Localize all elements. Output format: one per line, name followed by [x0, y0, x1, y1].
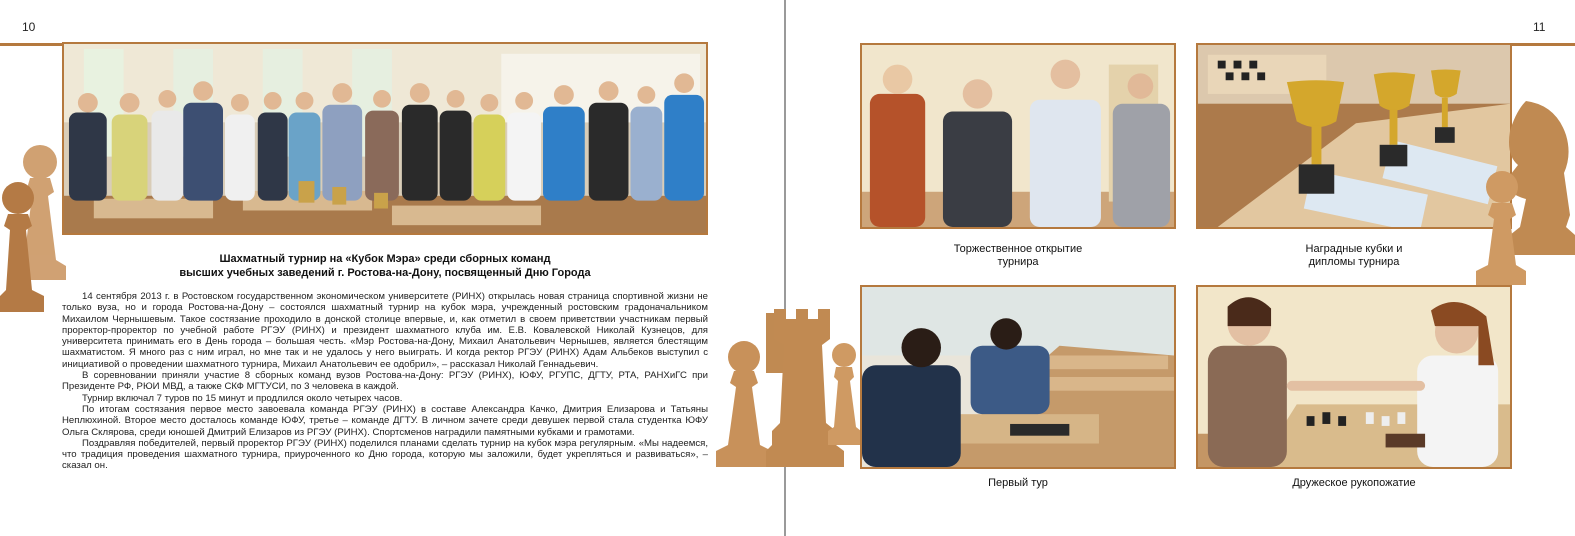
photo-award-cups [1196, 43, 1512, 229]
article-title-line-1: Шахматный турнир на «Кубок Мэра» среди сборных команд [219, 253, 551, 265]
article-paragraph: По итогам состязания первое место завоевала команда РГЭУ (РИНХ) в составе Александра Качко, Дмитрия Елизарова и Татьяны Неплюхиной. Второе место досталось команде ЮФУ, третье – команде ДГТУ. В личном зачете среди девушек первой стала студентка ЮФУ Ольга Склярова, среди юношей Дмитрий Елизаров из РГЭУ (РИНХ). Спортсменов наградили памятными кубками и грамотами. [62, 403, 708, 438]
chess-knight-icon [1466, 95, 1575, 295]
article-paragraph: 14 сентября 2013 г. в Ростовском государственном экономическом университете (РИНХ) открылась новая страница спортивной жизни не только вуза, но и города Ростова-на-Дону – состоялся шахматный турнир на кубок мэра, учрежденный ростовским градоначальником Михаилом Чернышевым. Такое состязание проходило в донской столице впервые, и, как отметил в своем приветствии участникам первый проректор-проректор по учебной работе РГЭУ (РИНХ) и президент шахматного клуба им. Е.В. Ковалевской Николай Кузнецов, для университета принимать его в День города – большая честь. «Мэр Ростова-на-Дону, Михаил Анатольевич Чернышев, является блестящим шахматистом. Я много раз с ним играл, но мне так и не удалось у него выиграть. И когда ректор РГЭУ (РИНХ) Адам Альбеков выступил с инициативой о проведении шахматного турнира, Михаил Анатольевич ее одобрил», – рассказал Николай Геннадьевич. [62, 291, 708, 370]
photo-opening-ceremony [860, 43, 1176, 229]
article-paragraph: В соревновании приняли участие 8 сборных команд вузов Ростова-на-Дону: РГЭУ (РИНХ), ЮФУ, РГУПС, ДГТУ, РТА, РАНХиГС при Президенте РФ, РЮИ МВД, а также СКФ МГТУСИ, по 3 человека в каждой. [62, 370, 708, 393]
photo-first-round [860, 285, 1176, 469]
photo-handshake [1196, 285, 1512, 469]
article-paragraph: Турнир включал 7 туров по 15 минут и продлился около четырех часов. [82, 392, 403, 404]
caption-cups-line-2: дипломы турнира [1308, 256, 1400, 268]
accent-bar-right [1512, 43, 1575, 46]
caption-cups [1196, 243, 1512, 269]
left-page [0, 0, 785, 536]
page-number-left: 10 [22, 20, 36, 34]
article-title-line-2: высших учебных заведений г. Ростова-на-Дону, посвященный Дню Города [179, 267, 591, 279]
chess-rook-icon [766, 305, 861, 470]
accent-bar-left [0, 43, 62, 46]
caption-opening-line-2: турнира [997, 256, 1039, 268]
article-body [62, 291, 708, 472]
caption-cups-line-1: Наградные кубки и [1305, 243, 1403, 255]
article-paragraph: Поздравляя победителей, первый проректор РГЭУ (РИНХ) поделился планами сделать турнир на кубок мэра регулярным. «Мы надеемся, что традиция проведения шахматного турнира, приуроченного ко Дню города, которую мы заложили, будет укрепляться и развиваться», – сказал он. [62, 437, 708, 472]
group-photo [62, 42, 708, 235]
right-page [786, 0, 1575, 536]
caption-first-round: Первый тур [988, 477, 1048, 489]
chess-pawn-icon [0, 140, 72, 315]
caption-handshake: Дружеское рукопожатие [1292, 477, 1416, 489]
caption-opening-line-1: Торжественное открытие [953, 243, 1083, 255]
page-number-right: 11 [1533, 20, 1546, 34]
article-title [120, 252, 650, 280]
caption-opening [860, 243, 1176, 269]
